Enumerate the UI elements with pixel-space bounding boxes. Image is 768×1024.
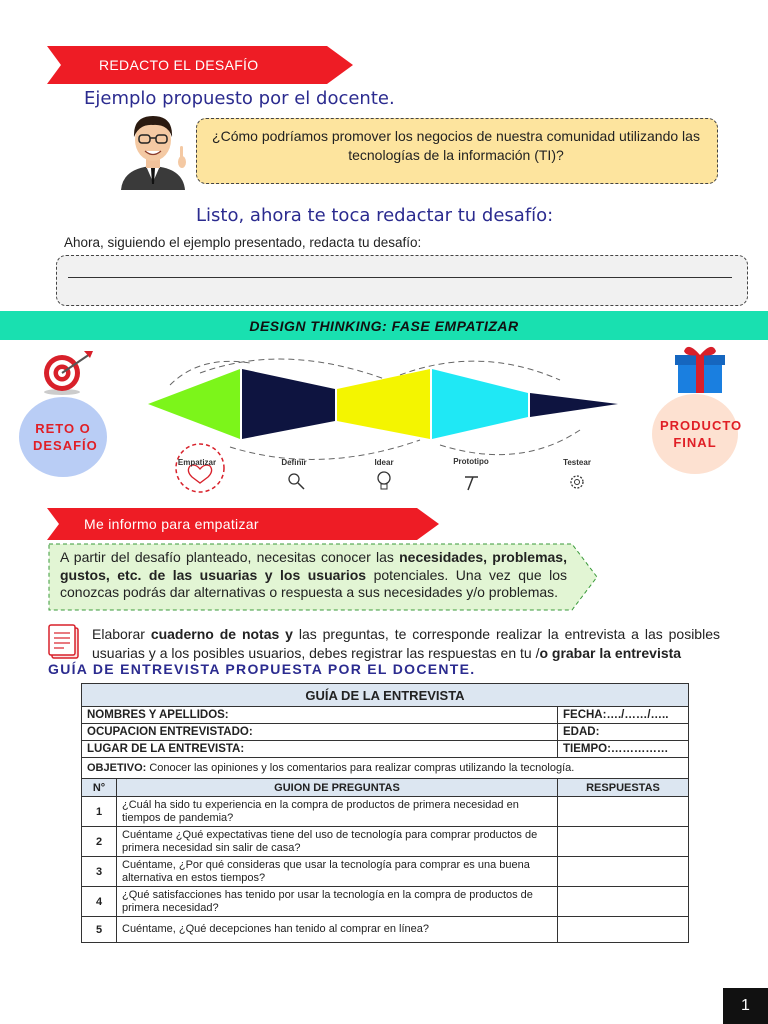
question-number: 3 xyxy=(82,857,117,887)
stage-testear-shape xyxy=(530,393,618,417)
target-icon xyxy=(38,348,96,396)
section-banner-redacto xyxy=(47,46,353,84)
place-field[interactable]: LUGAR DE LA ENTREVISTA: xyxy=(82,741,558,758)
question-number: 5 xyxy=(82,917,117,943)
design-thinking-diagram xyxy=(140,345,630,495)
notebook-icon xyxy=(48,624,82,660)
table-row xyxy=(82,857,689,887)
time-field[interactable]: TIEMPO:…………… xyxy=(558,741,689,758)
date-field[interactable]: FECHA:…./……/….. xyxy=(558,707,689,724)
answer-cell[interactable] xyxy=(558,857,689,887)
info-text xyxy=(60,549,567,602)
info-text-part1: A partir del desafío planteado, necesitas conocer las xyxy=(60,549,400,565)
answer-cell[interactable] xyxy=(558,797,689,827)
section-bar-title: DESIGN THINKING: FASE EMPATIZAR xyxy=(249,317,519,334)
question-text: ¿Cuál ha sido tu experiencia en la compra de productos de primera necesidad en tiempos de pandemia? xyxy=(117,797,558,827)
stage-empatizar-shape xyxy=(148,369,240,439)
col-header-questions: GUION DE PREGUNTAS xyxy=(117,779,558,797)
question-text: Cuéntame, ¿Por qué consideras que usar la tecnología para comprar es una buena alternativa en estos tiempos? xyxy=(117,857,558,887)
info-text-part2: potenciales. Una vez que los conozcas podrás dar alternativas o respuesta a sus necesidades y/o problemas. xyxy=(60,566,567,600)
table-row xyxy=(82,917,689,943)
stage-label-definir: Definir xyxy=(281,458,307,467)
question-text: Cuéntame ¿Qué expectativas tiene del uso de tecnología para comprar productos de primera necesidad sin salir de casa? xyxy=(117,827,558,857)
stage-label-idear: Idear xyxy=(374,458,394,467)
objective-label: OBJETIVO: xyxy=(87,762,147,774)
challenge-write-box[interactable] xyxy=(56,255,748,306)
stage-prototipo-shape xyxy=(432,369,528,439)
design-thinking-bar xyxy=(0,311,768,340)
stage-label-prototipo: Prototipo xyxy=(453,457,489,466)
name-field[interactable]: NOMBRES Y APELLIDOS: xyxy=(82,707,558,724)
table-row xyxy=(82,887,689,917)
answer-cell[interactable] xyxy=(558,887,689,917)
page-number-badge xyxy=(723,988,768,1024)
answer-cell[interactable] xyxy=(558,827,689,857)
challenge-circle xyxy=(19,397,107,477)
objective-text: Conocer las opiniones y los comentarios para realizar compras utilizando la tecnología. xyxy=(146,762,575,774)
task-text xyxy=(92,625,720,662)
question-text: Cuéntame, ¿Qué decepciones han tenido al comprar en línea? xyxy=(117,917,558,943)
task-text-part2: las preguntas, te corresponde realizar la entrevista a las posibles usuarias y a los posibles usuarios, debes registrar las respuestas en tu / xyxy=(92,626,720,661)
table-title: GUÍA DE LA ENTREVISTA xyxy=(82,684,689,707)
age-field[interactable]: EDAD: xyxy=(558,724,689,741)
section-banner-empatizar xyxy=(47,508,439,540)
info-text-bold: necesidades, problemas, gustos, etc. de las usuarias y los usuarios xyxy=(60,549,567,583)
gift-icon xyxy=(670,343,730,395)
instruction-text: Ahora, siguiendo el ejemplo presentado, redacta tu desafío: xyxy=(64,235,422,250)
stage-label-testear: Testear xyxy=(563,458,591,467)
table-row xyxy=(82,827,689,857)
interview-guide-table xyxy=(81,683,689,943)
teacher-avatar xyxy=(113,110,193,190)
your-turn-title: Listo, ahora te toca redactar tu desafío: xyxy=(196,205,554,226)
example-title: Ejemplo propuesto por el docente. xyxy=(84,88,395,109)
task-text-part1: Elaborar xyxy=(92,626,151,642)
table-row xyxy=(82,797,689,827)
question-number: 2 xyxy=(82,827,117,857)
final-product-circle xyxy=(652,394,743,474)
objective-row xyxy=(82,758,689,779)
occupation-field[interactable]: OCUPACION ENTREVISTADO: xyxy=(82,724,558,741)
banner-title: REDACTO EL DESAFÍO xyxy=(99,57,259,73)
task-text-bold2: o grabar la entrevista xyxy=(539,644,682,661)
col-header-answers: RESPUESTAS xyxy=(558,779,689,797)
col-header-number: N° xyxy=(82,779,117,797)
page-number: 1 xyxy=(741,997,750,1014)
guide-title: GUÍA DE ENTREVISTA PROPUESTA POR EL DOCENTE. xyxy=(48,661,476,677)
stage-idear-shape xyxy=(337,369,430,439)
final-product-circle-label: PRODUCTO FINAL xyxy=(660,418,743,450)
stage-definir-shape xyxy=(242,369,335,439)
question-text: ¿Qué satisfacciones has tenido por usar la tecnología en la compra de productos de primera necesidad? xyxy=(117,887,558,917)
example-challenge-text: ¿Cómo podríamos promover los negocios de nuestra comunidad utilizando las tecnologías de la información (TI)? xyxy=(212,128,700,163)
stage-label-empatizar: Empatizar xyxy=(177,458,217,467)
writing-line xyxy=(68,277,732,278)
answer-cell[interactable] xyxy=(558,917,689,943)
task-text-bold1: cuaderno de notas y xyxy=(150,626,293,642)
question-number: 4 xyxy=(82,887,117,917)
challenge-circle-label: RETO O DESAFÍO xyxy=(33,421,98,453)
question-number: 1 xyxy=(82,797,117,827)
banner-title: Me informo para empatizar xyxy=(84,516,259,532)
